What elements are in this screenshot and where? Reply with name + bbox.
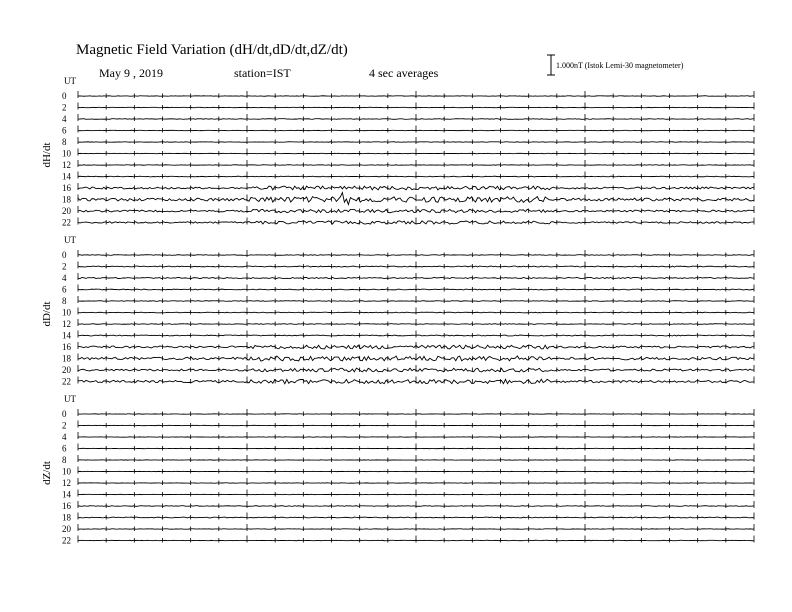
row-hour-label: 20	[62, 365, 71, 375]
trace-line	[78, 176, 754, 177]
row-ticks	[78, 149, 754, 156]
scale-bar-label: 1.000nT (Istok Lemi-30 magnetometer)	[556, 61, 684, 70]
y-axis-label: dD/dt	[41, 301, 53, 327]
row-hour-label: 12	[62, 319, 71, 329]
row-ticks	[78, 250, 754, 257]
row-hour-label: 0	[62, 409, 67, 419]
row-hour-label: 14	[62, 489, 71, 500]
row-ticks	[78, 524, 754, 531]
trace-line	[78, 255, 754, 256]
row-ticks	[78, 501, 754, 508]
date-label: May 9 , 2019	[99, 66, 163, 80]
row-ticks	[78, 91, 754, 98]
row-ticks	[78, 319, 754, 326]
scale-bar	[547, 55, 684, 75]
row-ticks	[78, 513, 754, 520]
row-hour-label: 22	[62, 217, 71, 228]
row-ticks	[78, 296, 754, 303]
row-hour-label: 8	[62, 137, 67, 147]
row-ticks	[78, 183, 754, 190]
row-ticks	[78, 137, 754, 144]
row-ticks	[78, 331, 754, 338]
row-hour-label: 2	[62, 420, 67, 431]
row-ticks	[78, 308, 754, 315]
panel-dzdt	[41, 394, 754, 546]
row-hour-label: 20	[62, 524, 71, 534]
ut-label: UT	[64, 394, 76, 404]
row-hour-label: 20	[62, 206, 71, 216]
averaging-label: 4 sec averages	[369, 66, 439, 80]
chart-title: Magnetic Field Variation (dH/dt,dD/dt,dZ/dt)	[76, 42, 348, 58]
trace-line	[78, 324, 754, 325]
row-hour-label: 4	[62, 114, 67, 124]
ut-label: UT	[64, 235, 76, 245]
row-ticks	[78, 432, 754, 439]
row-hour-label: 12	[62, 160, 71, 170]
row-hour-label: 2	[62, 102, 67, 113]
row-ticks	[78, 478, 754, 485]
row-hour-label: 4	[62, 432, 67, 442]
row-ticks	[78, 103, 754, 110]
y-axis-label: dH/dt	[41, 142, 53, 168]
row-ticks	[78, 444, 754, 451]
y-axis-label: dZ/dt	[41, 461, 53, 485]
row-hour-label: 0	[62, 250, 67, 260]
ut-label: UT	[64, 76, 76, 86]
row-hour-label: 6	[62, 125, 67, 136]
row-ticks	[78, 285, 754, 292]
station-label: station=IST	[234, 66, 291, 80]
row-hour-label: 16	[62, 501, 71, 511]
row-hour-label: 22	[62, 535, 71, 546]
row-ticks	[78, 160, 754, 167]
row-hour-label: 4	[62, 273, 67, 283]
row-hour-label: 18	[62, 194, 71, 205]
trace-line	[78, 517, 754, 518]
trace-line	[78, 119, 754, 120]
row-hour-label: 6	[62, 284, 67, 295]
row-hour-label: 10	[62, 466, 71, 477]
row-hour-label: 16	[62, 183, 71, 193]
row-ticks	[78, 126, 754, 133]
row-ticks	[78, 262, 754, 269]
row-hour-label: 6	[62, 443, 67, 454]
row-ticks	[78, 467, 754, 474]
row-ticks	[78, 536, 754, 543]
row-hour-label: 14	[62, 171, 71, 182]
row-ticks	[78, 273, 754, 280]
row-ticks	[78, 409, 754, 416]
row-hour-label: 22	[62, 376, 71, 387]
row-ticks	[78, 455, 754, 462]
panel-dhdt	[41, 76, 754, 228]
row-hour-label: 10	[62, 148, 71, 159]
row-hour-label: 18	[62, 353, 71, 364]
row-hour-label: 16	[62, 342, 71, 352]
row-ticks	[78, 490, 754, 497]
panels	[41, 76, 754, 546]
row-hour-label: 10	[62, 307, 71, 318]
row-hour-label: 8	[62, 296, 67, 306]
row-hour-label: 2	[62, 261, 67, 272]
row-ticks	[78, 421, 754, 428]
row-ticks	[78, 114, 754, 121]
row-hour-label: 8	[62, 455, 67, 465]
row-hour-label: 18	[62, 512, 71, 523]
row-hour-label: 0	[62, 91, 67, 101]
row-hour-label: 12	[62, 478, 71, 488]
panel-dddt	[41, 235, 754, 387]
row-ticks	[78, 172, 754, 179]
row-hour-label: 14	[62, 330, 71, 341]
